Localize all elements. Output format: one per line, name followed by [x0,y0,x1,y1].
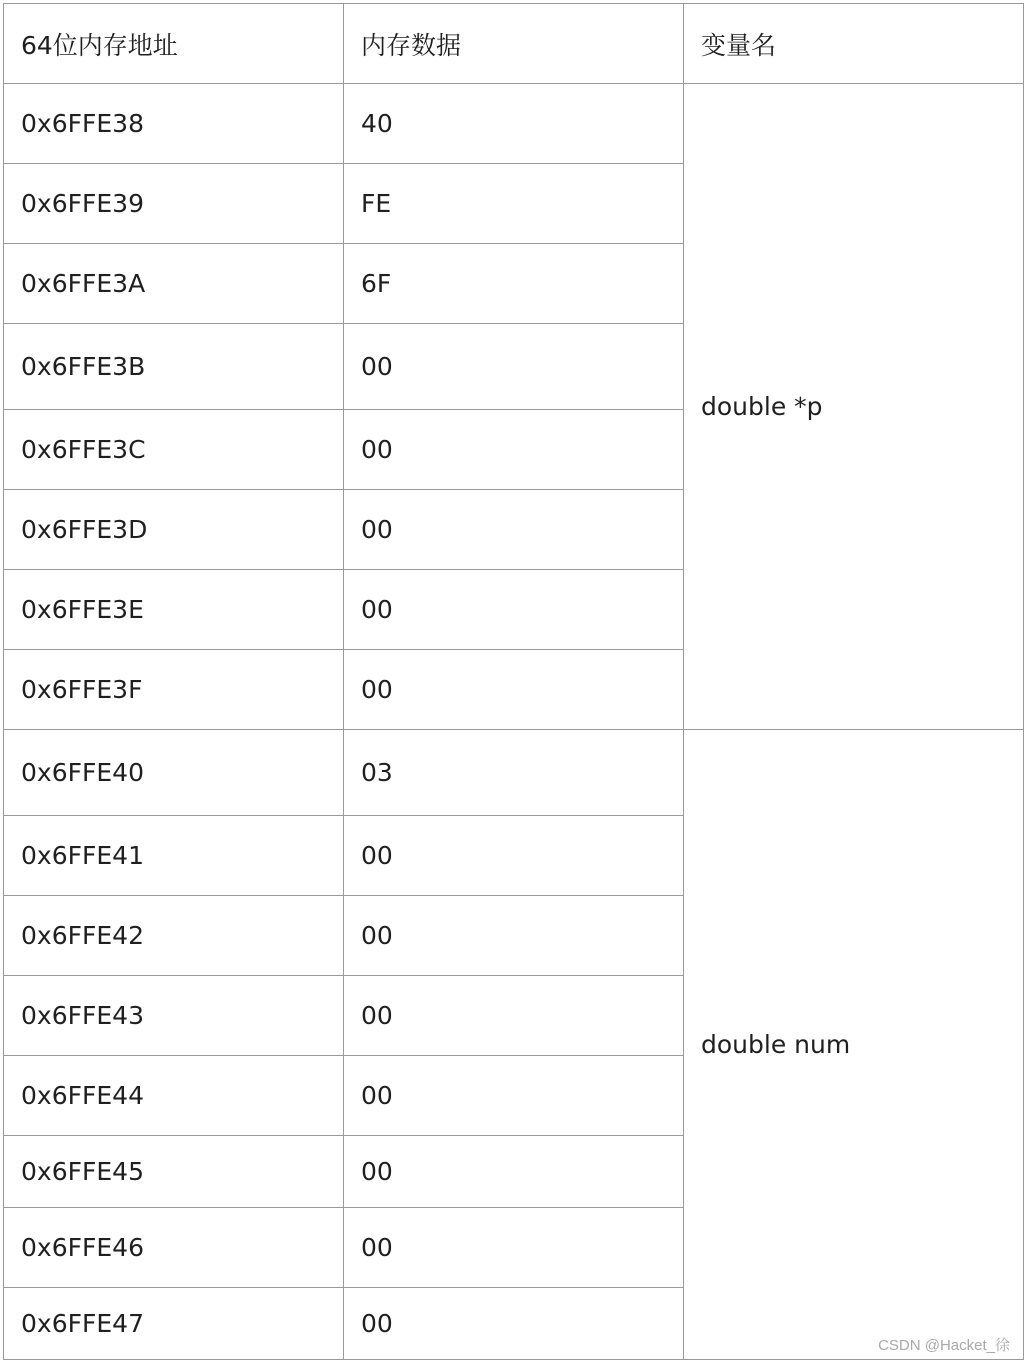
data-cell: 00 [344,570,684,650]
address-cell: 0x6FFE3C [4,410,344,490]
table-row [4,730,1024,816]
address-cell: 0x6FFE3D [4,490,344,570]
address-cell: 0x6FFE43 [4,976,344,1056]
data-cell: 00 [344,1136,684,1208]
address-cell: 0x6FFE39 [4,164,344,244]
data-cell: 00 [344,816,684,896]
data-cell: 00 [344,410,684,490]
variable-cell: double num [684,730,1024,1360]
memory-layout-table [3,3,1024,1360]
data-cell: 00 [344,490,684,570]
watermark: CSDN @Hacket_徐 [878,1337,1010,1354]
address-cell: 0x6FFE46 [4,1208,344,1288]
address-cell: 0x6FFE41 [4,816,344,896]
data-cell: 6F [344,244,684,324]
data-cell: FE [344,164,684,244]
data-cell: 00 [344,976,684,1056]
data-cell: 00 [344,650,684,730]
address-cell: 0x6FFE38 [4,84,344,164]
header-variable: 变量名 [684,4,1024,84]
data-cell: 40 [344,84,684,164]
data-cell: 00 [344,324,684,410]
address-cell: 0x6FFE44 [4,1056,344,1136]
address-cell: 0x6FFE40 [4,730,344,816]
header-address: 64位内存地址 [4,4,344,84]
table-row [4,84,1024,164]
data-cell: 00 [344,896,684,976]
table-header-row [4,4,1024,84]
address-cell: 0x6FFE42 [4,896,344,976]
address-cell: 0x6FFE3F [4,650,344,730]
address-cell: 0x6FFE3A [4,244,344,324]
address-cell: 0x6FFE47 [4,1288,344,1360]
data-cell: 00 [344,1288,684,1360]
data-cell: 00 [344,1208,684,1288]
address-cell: 0x6FFE3E [4,570,344,650]
address-cell: 0x6FFE3B [4,324,344,410]
variable-cell: double *p [684,84,1024,730]
header-data: 内存数据 [344,4,684,84]
data-cell: 00 [344,1056,684,1136]
address-cell: 0x6FFE45 [4,1136,344,1208]
data-cell: 03 [344,730,684,816]
